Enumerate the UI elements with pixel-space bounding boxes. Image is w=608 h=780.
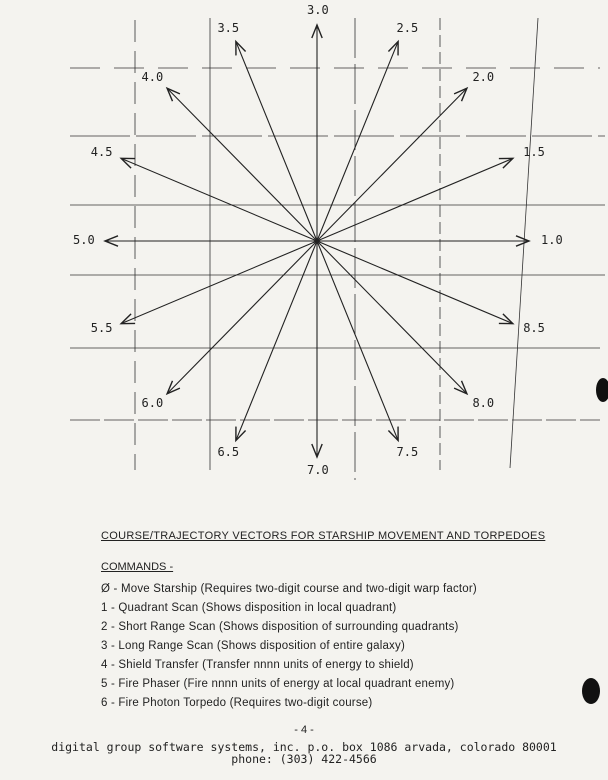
vector-line-8.0 <box>317 241 467 394</box>
vector-label-8.5: 8.5 <box>523 321 545 336</box>
vector-label-1.0: 1.0 <box>541 233 563 247</box>
vector-line-6.0 <box>167 241 317 394</box>
vector-label-6.5: 6.5 <box>217 445 240 460</box>
command-short-range-scan: 2 - Short Range Scan (Shows disposition of surrounding quadrants) <box>101 621 459 633</box>
grid-lines <box>70 18 605 480</box>
vector-label-2.5: 2.5 <box>396 20 419 35</box>
vector-label-6.0: 6.0 <box>141 395 164 410</box>
vector-label-4.0: 4.0 <box>141 70 164 85</box>
command-shield-transfer: 4 - Shield Transfer (Transfer nnnn units of energy to shield) <box>101 659 414 671</box>
vector-label-7.5: 7.5 <box>396 445 419 460</box>
vector-label-5.5: 5.5 <box>90 321 113 336</box>
command-fire-phaser: 5 - Fire Phaser (Fire nnnn units of energy at local quadrant enemy) <box>101 678 455 690</box>
vector-line-7.5 <box>317 241 398 441</box>
vector-label-4.5: 4.5 <box>90 144 113 159</box>
vector-line-2.5 <box>317 41 398 241</box>
command-quadrant-scan: 1 - Quadrant Scan (Shows disposition in local quadrant) <box>101 602 397 614</box>
vector-label-5.0: 5.0 <box>73 233 95 247</box>
vector-label-8.0: 8.0 <box>472 395 495 410</box>
vector-label-1.5: 1.5 <box>523 144 545 159</box>
command-move-starship: Ø - Move Starship (Requires two-digit course and two-digit warp factor) <box>101 583 477 595</box>
vector-line-6.5 <box>236 241 317 441</box>
punch-hole-bottom <box>582 678 600 704</box>
footer-phone: phone: (303) 422-4566 <box>231 752 377 766</box>
vector-line-4.5 <box>121 158 317 241</box>
command-fire-photon-torpedo: 6 - Fire Photon Torpedo (Requires two-digit course) <box>101 697 373 709</box>
command-long-range-scan: 3 - Long Range Scan (Shows disposition of entire galaxy) <box>101 640 405 652</box>
footer-address: digital group software systems, inc. p.o. box 1086 arvada, colorado 80001 <box>51 740 557 754</box>
vector-label-3.0: 3.0 <box>307 3 329 17</box>
vector-arrows <box>105 25 529 460</box>
vector-line-3.5 <box>236 41 317 241</box>
commands-title: COMMANDS - <box>101 561 174 573</box>
figure-caption: COURSE/TRAJECTORY VECTORS FOR STARSHIP MOVEMENT AND TORPEDOES <box>101 530 546 542</box>
vector-line-4.0 <box>167 88 317 241</box>
vector-line-8.5 <box>317 241 513 324</box>
vector-line-2.0 <box>317 88 467 241</box>
vector-label-7.0: 7.0 <box>307 463 329 477</box>
page-number: - 4 - <box>294 724 314 736</box>
punch-hole-top <box>596 378 608 402</box>
vector-label-3.5: 3.5 <box>217 20 240 35</box>
vector-line-5.5 <box>121 241 317 324</box>
vector-label-2.0: 2.0 <box>472 70 495 85</box>
vector-line-1.5 <box>317 158 513 241</box>
